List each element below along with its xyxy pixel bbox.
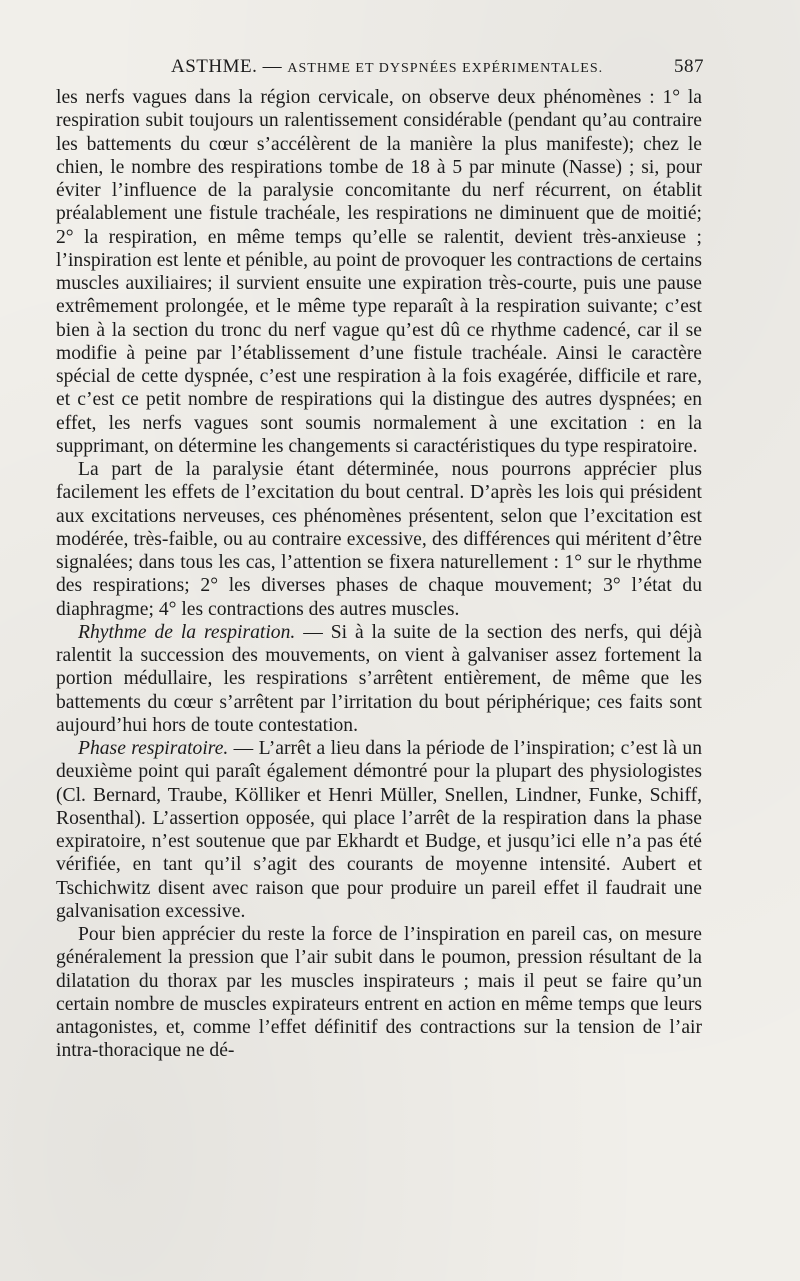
paragraph-text: La part de la paralysie étant déterminée, nous pourrons apprécier plus facilement les effets de l’excitation du bout central. D’après les lois qui président aux excitations nerveuses, ces phénomènes présentent, selon que l’excitation est modérée, très-faible, ou au contraire excessive, des différences qui méritent d’être signalées; dans tous les cas, l’attention se fixera naturellement : 1° sur le rhythme des respirations; 2° les diverses phases de chaque mouvement; 3° l’état du diaphragme; 4° les contractions des autres muscles. (56, 459, 702, 620)
section-heading-rhythme: Rhythme de la respiration. (78, 621, 296, 643)
paragraph-text: Pour bien apprécier du reste la force de l’inspiration en pareil cas, on mesure généralement la pression que l’air subit dans le poumon, pression résultant de la dilatation du thorax par les muscles inspirateurs ; mais il peut se faire qu’un certain nombre de muscles expirateurs entrent en action en même temps que leurs antagonistes, et, comme l’effet définitif des contractions sur la tension de l’air intra-thoracique ne dé- (56, 924, 702, 1062)
page-number: 587 (674, 56, 704, 77)
body-text (56, 86, 702, 1063)
paragraph-continued (56, 86, 702, 458)
running-title-main: ASTHME. (171, 56, 258, 77)
running-title-sub: ASTHME ET DYSPNÉES EXPÉRIMENTALES. (287, 61, 604, 76)
paragraph-text: les nerfs vagues dans la région cervicale, on observe deux phénomènes : 1° la respiration subit toujours un ralentissement considérable (pendant qu’au contraire les battements du cœur s’accélèrent de la manière la plus manifeste); chez le chien, le nombre des respirations tombe de 18 à 5 par minute (Nasse) ; si, pour éviter l’influence de la paralysie concomitante du nerf récurrent, on établit préalablement une fistule trachéale, les respirations ne diminuent que de moitié; 2° la respiration, en même temps qu’elle se ralentit, devient très-anxieuse ; l’inspiration est lente et pénible, au point de provoquer les contractions de certains muscles auxiliaires; il survient ensuite une expiration très-courte, puis une pause extrêmement prolongée, et le même type reparaît à la respiration suivante; c’est bien à la section du tronc du nerf vague qu’est dû ce rhythme cadencé, car il se modifie à peine par l’établissement d’une fistule trachéale. Ainsi le caractère spécial de cette dyspnée, c’est une respiration à la fois exagérée, difficile et rare, et c’est ce petit nombre de respirations qui la distingue des autres dyspnées; en effet, les nerfs vagues sont soumis normalement à une excitation : en la supprimant, on détermine les changements si caractéristiques du type respiratoire. (56, 87, 702, 457)
paragraph (56, 458, 702, 621)
paragraph-text: — Si à la suite de la section des nerfs, qui déjà ralentit la succession des mouvements, on vient à galvaniser assez fortement la portion médullaire, les respirations s’arrêtent entièrement, de même que les battements du cœur s’arrêtent par l’irritation du bout périphérique; ces faits sont aujourd’hui hors de toute contestation. (56, 621, 702, 736)
paragraph-text: — L’arrêt a lieu dans la période de l’inspiration; c’est là un deuxième point qui paraît également démontré pour la plupart des physiologistes (Cl. Bernard, Traube, Kölliker et Henri Müller, Snellen, Lindner, Funke, Schiff, Rosenthal). L’assertion opposée, qui place l’arrêt de la respiration dans la phase expiratoire, n’est soutenue que par Ekhardt et Budge, et jusqu’ici elle n’a pas été vérifiée, en tant qu’il s’agit des courants de moyenne intensité. Aubert et Tschichwitz disent avec raison que pour produire un pareil effet il faudrait une galvanisation excessive. (56, 738, 702, 922)
running-title (171, 56, 603, 78)
paragraph (56, 923, 702, 1063)
section-heading-phase: Phase respiratoire. (78, 738, 229, 759)
paragraph-rhythme (56, 621, 702, 737)
paragraph-phase (56, 737, 702, 923)
running-title-dash: — (257, 56, 288, 77)
running-head (56, 56, 704, 80)
